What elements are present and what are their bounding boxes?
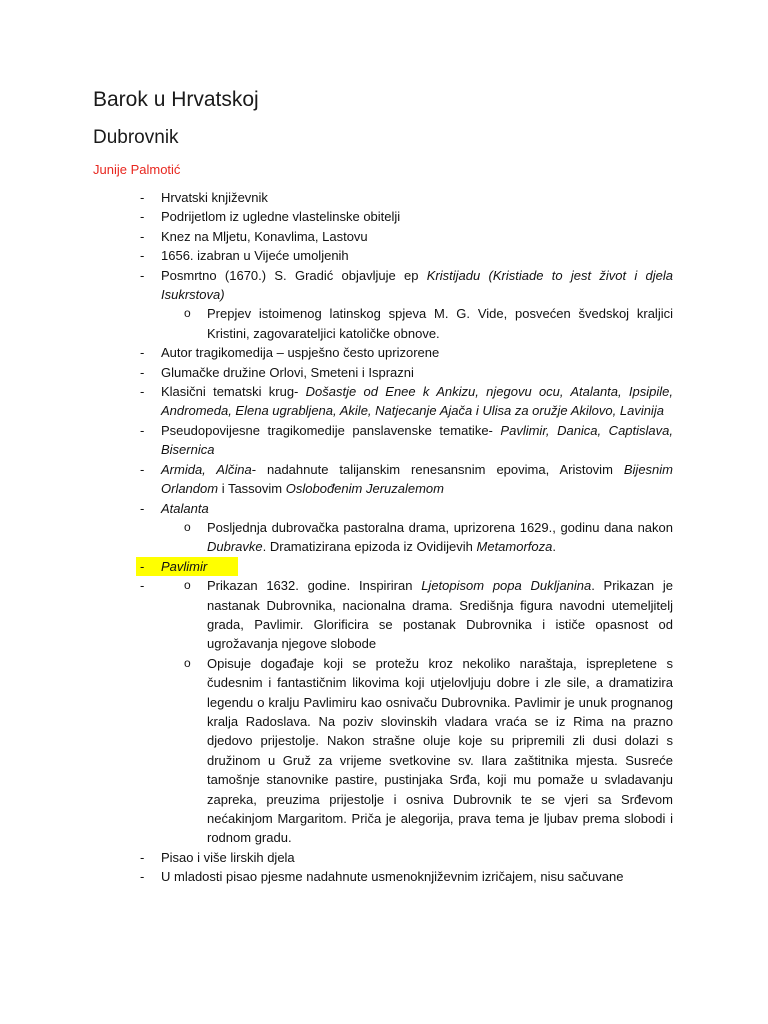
list-item	[136, 246, 673, 265]
list-item	[136, 343, 673, 362]
page-title: Barok u Hrvatskoj	[93, 88, 259, 111]
work-titles: Armida, Alčina	[161, 461, 252, 477]
item-text: Pisao i više lirskih djela	[161, 849, 295, 865]
author-heading: Junije Palmotić	[93, 162, 181, 177]
list-item	[136, 382, 673, 421]
item-text: Pseudopovijesne tragikomedije panslavenske tematike-	[161, 422, 501, 438]
sub-list	[161, 304, 673, 343]
sub-list-item	[161, 576, 673, 654]
item-text: Hrvatski književnik	[161, 190, 268, 205]
sub-list-item	[161, 518, 673, 557]
bullet-list	[136, 188, 673, 887]
item-text: Posljednja dubrovačka pastoralna drama, uprizorena 1629., godinu dana nakon	[207, 519, 673, 535]
work-title: Oslobođenim Jeruzalemom	[285, 481, 444, 497]
work-title: Ljetopisom popa Dukljanina	[421, 578, 592, 594]
list-item	[136, 266, 673, 344]
section-subtitle: Dubrovnik	[93, 127, 179, 148]
item-text: Autor tragikomedija – uspješno često uprizorene	[161, 345, 440, 361]
item-text: Glumačke družine Orlovi, Smeteni i Isprazni	[161, 364, 414, 380]
item-text: . Dramatizirana epizoda iz Ovidijevih	[262, 539, 477, 555]
item-text: Prepjev istoimenog latinskog spjeva M. G. Vide, posvećen švedskoj kraljici Kristini, zagovarateljici katoličke obnove.	[207, 306, 673, 341]
work-title: Metamorfoza	[476, 539, 553, 555]
sub-list-item	[161, 654, 673, 848]
list-item	[136, 207, 673, 226]
item-text: U mladosti pisao pjesme nadahnute usmenoknjiževnim izričajem, nisu sačuvane	[161, 869, 624, 885]
item-text: i Tassovim	[218, 481, 286, 497]
list-item	[136, 848, 673, 867]
list-item	[136, 421, 673, 460]
sub-list-item	[161, 304, 673, 343]
list-item	[136, 227, 673, 246]
sub-list	[161, 518, 673, 557]
item-text: . Prikazan je nastanak Dubrovnika, nacionalna drama. Središnja figura navodni utemeljitelj grada, Pavlimir. Glorificira se postanak Dubrovnika i ističe opasnost od ugrožavanja njegove slobode	[207, 578, 673, 652]
item-text: Klasični tematski krug-	[161, 384, 306, 400]
highlighted-list-item	[136, 557, 238, 576]
sub-list	[136, 576, 673, 848]
list-item	[136, 499, 673, 557]
item-text: - nadahnute talijanskim renesansnim epovima, Aristovim	[251, 461, 624, 477]
work-title: Pavlimir	[161, 558, 208, 574]
item-text: Knez na Mljetu, Konavlima, Lastovu	[161, 228, 368, 244]
item-text: .	[552, 539, 557, 555]
list-item	[136, 188, 673, 207]
work-title: Dubravke	[207, 539, 263, 555]
list-item	[136, 867, 673, 886]
item-text: Opisuje događaje koji se protežu kroz nekoliko naraštaja, isprepletene s čudesnim i fantastičnim likovima koji utjelovljuju dobre i zle sile, a dramatizira legendu o kralju Pavlimiru kao osnivaču Dubrovnika. Pavlimir je unuk prognanog kralja Radoslava. Na poziv slovinskih vladara vraća se iz Rima na prazno djedovo prijestolje. Nakon strašne oluje koje su pripremili zli dusi dolazi s družinom u Gruž za vrijeme svetkovine sv. Ilara zaštitnika mjesta. Susreće tamošnje stanovnike pastire, pustinjaka Srđa, koji mu pomaže u svladavanju zapreka, preuzima prijestolje i osniva Dubrovnik te se vjeri sa Srđevom nećakinjom Margaritom. Priča je alegorija, prava tema je ljubav prema slobodi i rodnom gradu.	[207, 655, 673, 846]
list-item	[136, 363, 673, 382]
work-titles: Došastje od Enee k Ankizu, njegovu ocu, Atalanta, Ipsipile, Andromeda, Elena ugrabljena, Akile, Natjecanje Ajača i Ulisa za oružje Akilovo, Lavinija	[161, 384, 673, 419]
list-item-continuation	[136, 576, 673, 848]
work-title: Bijesnim Orlandom	[161, 461, 673, 497]
list-item	[136, 460, 673, 499]
item-text: Prikazan 1632. godine. Inspiriran	[207, 578, 422, 594]
work-title: Kristijadu (Kristiade to jest život i djela Isukrstova)	[161, 267, 673, 303]
item-text: Podrijetlom iz ugledne vlastelinske obitelji	[161, 209, 401, 225]
work-title: Atalanta	[161, 500, 209, 516]
work-titles: Pavlimir, Danica, Captislava, Bisernica	[161, 422, 673, 458]
item-text: 1656. izabran u Vijeće umoljenih	[161, 248, 349, 264]
item-text: Posmrtno (1670.) S. Gradić objavljuje ep	[161, 267, 427, 283]
